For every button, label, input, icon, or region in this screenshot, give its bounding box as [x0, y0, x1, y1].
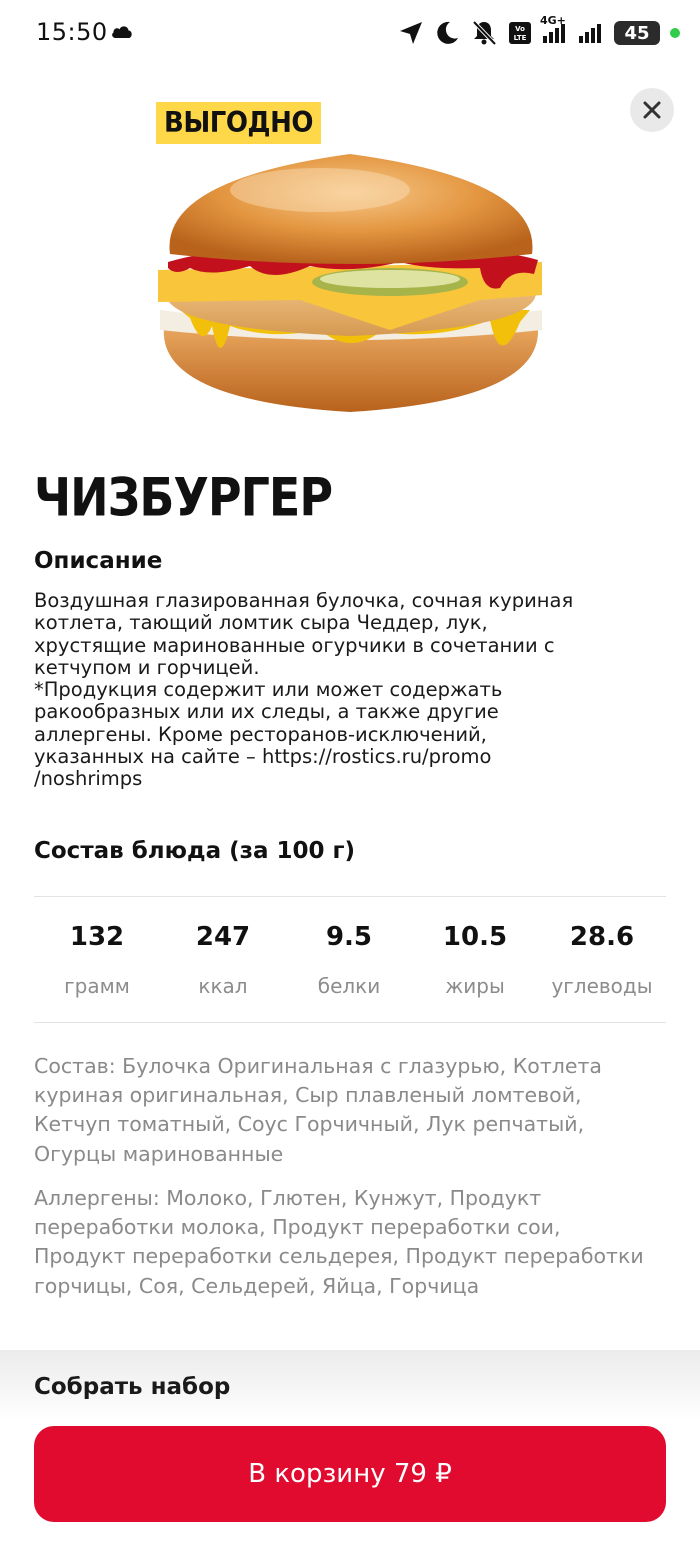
nutrition-label: белки — [317, 974, 381, 998]
status-bar — [0, 0, 700, 68]
nutrition-value: 132 — [69, 922, 125, 952]
svg-text:LTE: LTE — [513, 34, 527, 42]
cheeseburger-image — [150, 150, 550, 420]
add-to-cart-button[interactable]: В корзину 79 ₽ — [34, 1426, 666, 1522]
signal-icon — [540, 14, 568, 44]
promo-badge — [156, 102, 321, 144]
promo-badge-label: ВЫГОДНО — [164, 106, 313, 140]
location-arrow-icon — [398, 20, 424, 46]
nutrition-heading: Состав блюда (за 100 г) — [34, 838, 356, 864]
nutrition-item-weight — [34, 900, 160, 1020]
svg-text:Vo: Vo — [515, 25, 525, 33]
nutrition-label: жиры — [445, 974, 505, 998]
volte-icon — [508, 21, 532, 45]
nutrition-value: 247 — [195, 922, 251, 952]
nutrition-label: ккал — [198, 974, 248, 998]
status-time: 15:50 — [36, 18, 108, 46]
product-title: ЧИЗБУРГЕР — [34, 466, 333, 529]
divider — [34, 896, 666, 897]
nutrition-value: 28.6 — [569, 922, 635, 952]
cloud-icon — [110, 22, 134, 44]
nutrition-value: 10.5 — [442, 922, 508, 952]
divider — [34, 1022, 666, 1023]
nutrition-item-carbs — [538, 900, 666, 1020]
status-icons — [398, 16, 680, 50]
nutrition-label: углеводы — [551, 974, 653, 998]
nutrition-item-protein — [286, 900, 412, 1020]
allergens-text: Аллергены: Молоко, Глютен, Кунжут, Продукт переработки молока, Продукт переработки сои, Продукт переработки сельдерея, Продукт переработки горчицы, Соя, Сельдерей, Яйца, Горчица — [34, 1186, 644, 1298]
close-icon — [642, 100, 662, 120]
nutrition-item-kcal — [160, 900, 286, 1020]
description-heading: Описание — [34, 548, 163, 574]
nutrition-label: грамм — [64, 974, 130, 998]
status-dot-icon — [670, 28, 680, 38]
nutrition-table — [34, 900, 666, 1020]
description-text: Воздушная глазированная булочка, сочная куриная котлета, тающий ломтик сыра Чеддер, лук, хрустящие маринованные огурчики в сочетании с кетчупом и горчицей. *Продукция содержит или может содержать ракообразных или их следы, а также другие аллергены. Кроме ресторанов-исключений, указанных на сайте – https://rostics.ru/promo /noshrimps — [34, 589, 574, 791]
signal-icon — [578, 22, 604, 44]
mute-icon — [470, 19, 498, 47]
nutrition-item-fat — [412, 900, 538, 1020]
build-set-heading[interactable]: Собрать набор — [34, 1374, 231, 1400]
composition-text: Состав: Булочка Оригинальная с глазурью, Котлета куриная оригинальная, Сыр плавленый ломтевой, Кетчуп томатный, Соус Горчичный, Лук репчатый, Огурцы маринованные — [34, 1054, 602, 1166]
close-button[interactable] — [630, 88, 674, 132]
moon-icon — [434, 20, 460, 46]
battery-icon — [614, 21, 660, 45]
nutrition-value: 9.5 — [325, 922, 373, 952]
battery-level: 45 — [624, 22, 650, 44]
network-type: 4G+ — [540, 14, 566, 27]
